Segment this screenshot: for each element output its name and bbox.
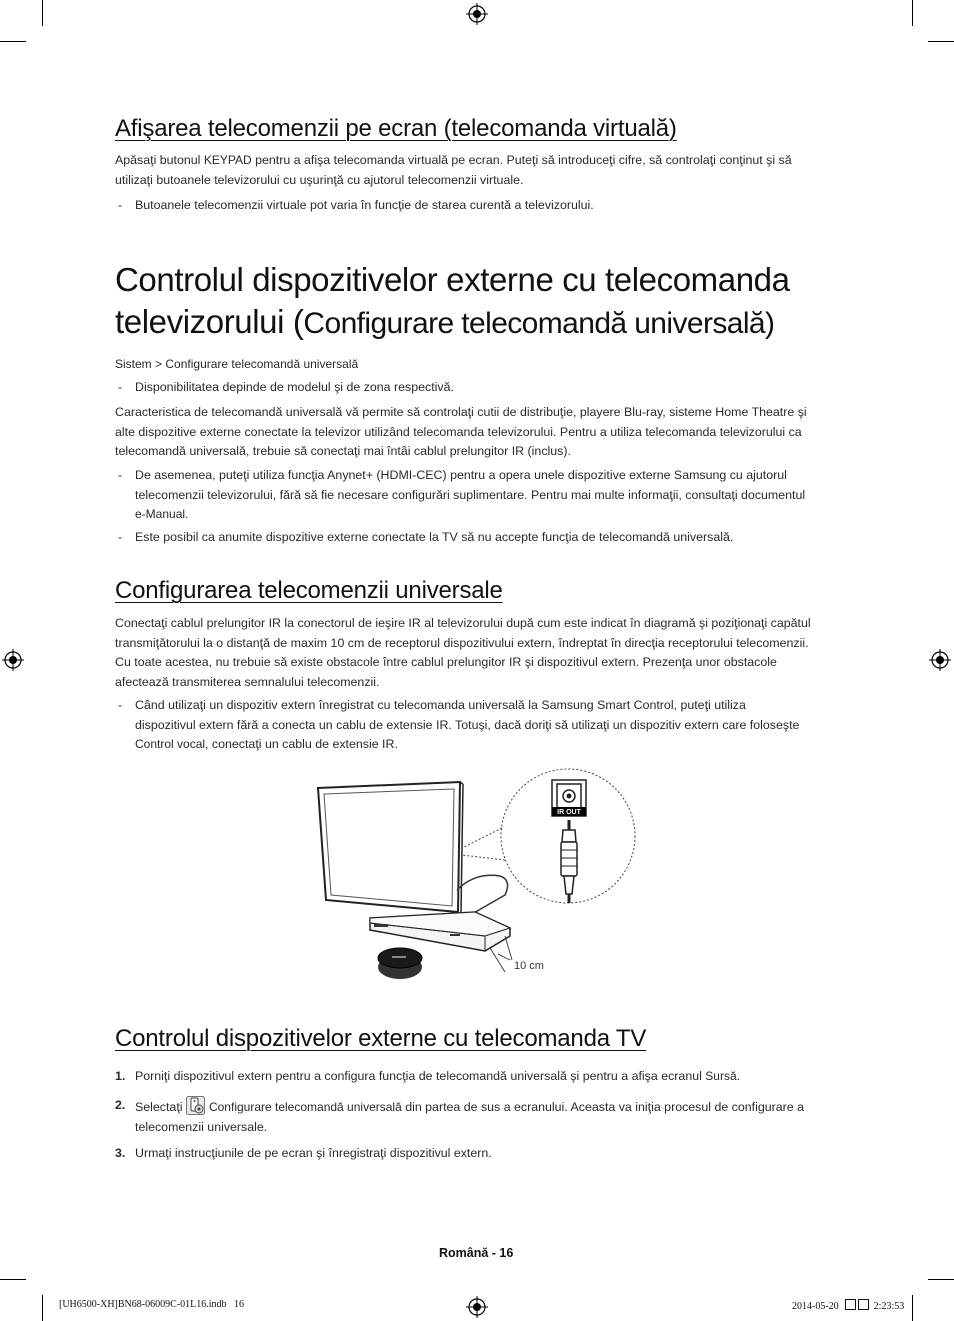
registration-mark-icon (466, 3, 488, 25)
crop-mark (928, 41, 954, 42)
crop-mark (0, 41, 26, 42)
menu-path: Sistem > Configurare telecomandă universală (115, 357, 359, 371)
ir-out-label: IR OUT (557, 809, 581, 816)
crop-mark (42, 0, 43, 26)
crop-mark (928, 1279, 954, 1280)
crop-mark (0, 1279, 26, 1280)
ir-emitter-illustration (378, 948, 422, 979)
registration-mark-icon (466, 1296, 488, 1318)
availability-note: - Disponibilitatea depinde de modelul şi de zona respectivă. (118, 380, 454, 394)
registration-mark-icon (929, 649, 951, 671)
voice-control-keyword: Control vocal (135, 737, 206, 751)
section-title-configure-universal: Configurarea telecomenzii universale (115, 577, 503, 604)
universal-remote-paragraph: Caracteristica de telecomandă universală vă permite să controlaţi cutii de distribuţie, playere Blu-ray, sisteme Home Theatre şi alte dispozitive externe conectate la televizor utilizând telecomanda televizorului. Pentru a utiliza telecomanda televizorului ca telecomandă universală, trebuie să conectaţi mai întâi cablul prelungitor IR (inclus). (115, 405, 807, 458)
ir-plug-icon (561, 820, 577, 903)
print-timestamp: 2014-05-20 2:23:53 (792, 1301, 905, 1312)
set-top-box-illustration (370, 912, 510, 951)
step-2: 2. Selectaţi Configurare telecomandă universală din partea de sus a ecranului. Aceasta va iniţia procesul de configurare a telecomenzii universale. (115, 1098, 805, 1134)
source-keyword: Sursă (705, 1069, 737, 1083)
section1-paragraph: Apăsaţi butonul KEYPAD pentru a afişa telecomanda virtuală pe ecran. Puteţi să introduceţi cifre, să controlaţi conţinut şi să utilizaţi butoanele televizorului cu uşurinţă cu ajutorul telecomenzii virtuale. (115, 153, 792, 187)
configure-paragraph: Conectaţi cablul prelungitor IR la conectorul de ieşire IR al televizorului după cum este indicat în diagramă şi poziţionaţi capătul transmiţătorului la o distanţă de maxim 10 cm de receptorul dispozitivului extern, îndreptat în direcţia receptorului telecomenzii. Cu toate acestea, nu trebuie să existe obstacole între cablul prelungitor IR şi dispozitivul extern. Prezenţa unor obstacole afectează transmiterea semnalului telecomenzii. (115, 616, 811, 689)
step-1: 1. Porniţi dispozitivul extern pentru a configura funcţia de telecomandă universală şi pentru a afişa ecranul Sursă. (115, 1069, 741, 1083)
file-slug: [UH6500-XH]BN68-06009C-01L16.indb 16 (59, 1299, 244, 1310)
distance-label: 10 cm (514, 960, 544, 972)
tv-illustration (318, 782, 463, 913)
universal-remote-icon (186, 1096, 205, 1115)
anynet-note: - De asemenea, puteţi utiliza funcţia Anynet+ (HDMI-CEC) pentru a opera unele dispozitive externe Samsung cu ajutorul telecomenzii televizorului, fără să fie necesare configurări suplimentare. Pentru mai multe informaţii, consultaţi documentul e-Manual. (118, 468, 806, 521)
chapter-title: Controlul dispozitivelor externe cu telecomanda televizorului (Configurare telecomandă universală) (115, 261, 790, 340)
compatibility-note: - Este posibil ca anumite dispozitive externe conectate la TV să nu accepte funcţia de telecomandă universală. (118, 530, 734, 544)
section-title-virtual-remote: Afişarea telecomenzii pe ecran (telecomanda virtuală) (115, 115, 677, 142)
section1-note: - Butoanele telecomenzii virtuale pot varia în funcţie de starea curentă a televizorului. (118, 198, 594, 212)
crop-mark (912, 1295, 913, 1321)
clock-icon (858, 1299, 869, 1310)
crop-mark (42, 1295, 43, 1321)
smart-control-note: - Când utilizaţi un dispozitiv extern înregistrat cu telecomanda universală la Samsung Smart Control, puteţi utiliza dispozitivul extern fără a conecta un cablu de extensie IR. Totuşi, dacă doriţi să utilizaţi un dispozitiv extern care foloseşte Control vocal, conectaţi un cablu de extensie IR. (118, 698, 800, 751)
registration-mark-icon (2, 649, 24, 671)
keypad-keyword: KEYPAD (203, 153, 252, 167)
emanual-keyword: e-Manual (135, 507, 186, 521)
clock-icon (845, 1299, 856, 1310)
step-3: 3. Urmaţi instrucţiunile de pe ecran şi înregistraţi dispozitivul extern. (115, 1146, 492, 1160)
page-number: Română - 16 (439, 1246, 514, 1260)
section-title-tv-remote-control: Controlul dispozitivelor externe cu telecomanda TV (115, 1025, 647, 1052)
crop-mark (912, 0, 913, 26)
universal-remote-keyword: Configurare telecomandă universală (208, 1100, 402, 1114)
ir-cable-diagram (300, 760, 645, 985)
